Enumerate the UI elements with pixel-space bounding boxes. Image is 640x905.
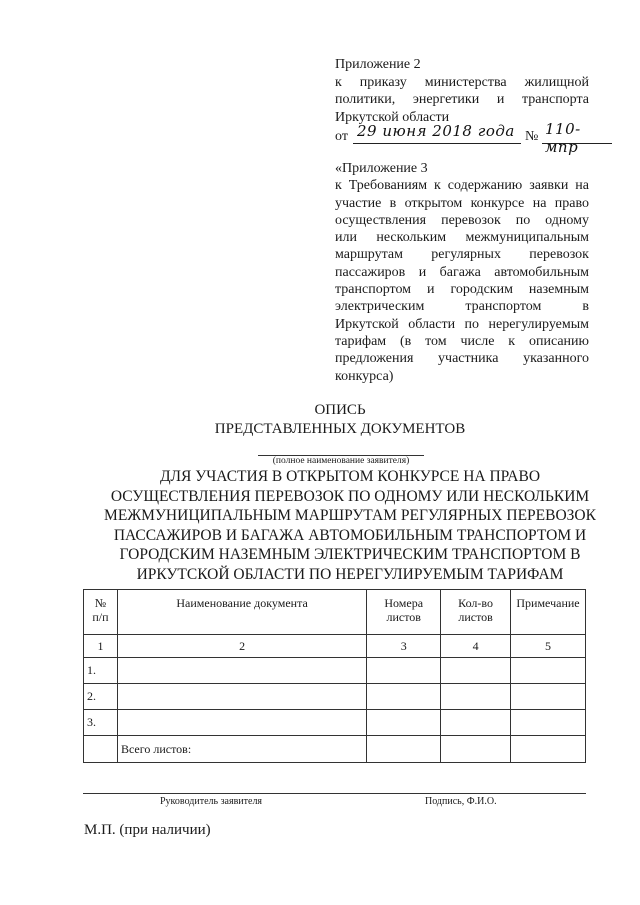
- column-number: 2: [117, 635, 366, 658]
- column-number: 1: [84, 635, 118, 658]
- appendix-3-line: или нескольким межмуниципальным: [335, 230, 589, 246]
- note-cell[interactable]: [511, 684, 586, 710]
- document-title: ОПИСЬ: [314, 402, 366, 418]
- appendix-3-line: маршрутам регулярных перевозок: [335, 247, 589, 263]
- column-number: 4: [441, 635, 511, 658]
- column-number: 3: [367, 635, 441, 658]
- document-subtitle: ПРЕДСТАВЛЕННЫХ ДОКУМЕНТОВ: [214, 421, 466, 437]
- documents-table: [83, 589, 586, 763]
- table-row: [84, 658, 586, 684]
- total-label: Всего листов:: [117, 736, 366, 763]
- header-num: [84, 590, 118, 635]
- stamp-placeholder: М.П. (при наличии): [84, 822, 211, 838]
- header-note: Примечание: [511, 590, 586, 635]
- appendix-3-line: предложения участника указанного: [335, 351, 589, 367]
- appendix-2-block: [335, 56, 589, 156]
- appendix-2-title: Приложение 2: [335, 57, 421, 72]
- total-blank-cell: [84, 736, 118, 763]
- table-row: [84, 710, 586, 736]
- appendix-2-line: к приказу министерства жилищной: [335, 74, 589, 90]
- from-label: от: [335, 129, 348, 144]
- appendix-2-line: Иркутской области: [335, 109, 450, 125]
- appendix-3-line: электрическим транспортом в: [335, 299, 589, 315]
- header-page-numbers: [367, 590, 441, 635]
- order-date-number-line: [335, 120, 589, 156]
- applicant-caption: (полное наименование заявителя): [272, 456, 410, 466]
- row-number: 1.: [84, 658, 118, 684]
- doc-name-cell[interactable]: [117, 710, 366, 736]
- signature-line: [83, 793, 586, 794]
- appendix-2-line: политики, энергетики и транспорта: [335, 92, 589, 107]
- handwritten-date: 29 июня 2018 года: [357, 122, 515, 140]
- total-row: [84, 736, 586, 763]
- heading-line: МЕЖМУНИЦИПАЛЬНЫМ МАРШРУТАМ РЕГУЛЯРНЫХ ПЕРЕВОЗОК: [104, 507, 596, 525]
- column-number: 5: [511, 635, 586, 658]
- appendix-3-line: транспортом и городским наземным: [335, 282, 589, 298]
- table-row: [84, 684, 586, 710]
- head-caption: Руководитель заявителя: [160, 796, 263, 807]
- handwritten-number: 110-мпр: [545, 120, 581, 156]
- page-count-cell[interactable]: [441, 710, 511, 736]
- table-header-row: [84, 590, 586, 635]
- appendix-3-title: «Приложение 3: [335, 161, 428, 176]
- note-cell[interactable]: [511, 710, 586, 736]
- total-pages-cell[interactable]: [367, 736, 441, 763]
- header-page-count: [441, 590, 511, 635]
- appendix-3-line: участие в открытом конкурсе на право: [335, 195, 589, 211]
- total-note-cell[interactable]: [511, 736, 586, 763]
- row-number: 3.: [84, 710, 118, 736]
- header-count-line: Кол-во: [458, 596, 493, 610]
- page-numbers-cell[interactable]: [367, 684, 441, 710]
- note-cell[interactable]: [511, 658, 586, 684]
- header-count-line: листов: [458, 610, 493, 624]
- appendix-3-line: тарифам (в том числе к описанию: [335, 333, 589, 349]
- page-count-cell[interactable]: [441, 684, 511, 710]
- signature-name-caption: Подпись, Ф.И.О.: [425, 796, 497, 807]
- appendix-3-line: к Требованиям к содержанию заявки на: [335, 178, 589, 194]
- heading-line: ПАССАЖИРОВ И БАГАЖА АВТОМОБИЛЬНЫМ ТРАНСПОРТОМ И: [113, 526, 587, 544]
- appendix-3-block: [335, 160, 589, 385]
- heading-line: ГОРОДСКИМ НАЗЕМНЫМ ЭЛЕКТРИЧЕСКИМ ТРАНСПОРТОМ В: [119, 546, 581, 564]
- header-num-line: п/п: [92, 610, 109, 624]
- page-numbers-cell[interactable]: [367, 658, 441, 684]
- appendix-3-line: Иркутской области по нерегулируемым: [335, 316, 589, 332]
- row-number: 2.: [84, 684, 118, 710]
- page-numbers-cell[interactable]: [367, 710, 441, 736]
- doc-name-cell[interactable]: [117, 658, 366, 684]
- heading-line: ОСУЩЕСТВЛЕНИЯ ПЕРЕВОЗОК ПО ОДНОМУ ИЛИ НЕСКОЛЬКИМ: [110, 487, 590, 505]
- number-label: №: [525, 129, 539, 144]
- appendix-3-line: осуществления перевозок по одному: [335, 212, 589, 228]
- header-num-line: №: [94, 596, 107, 610]
- header-doc-name: Наименование документа: [117, 590, 366, 635]
- heading-line: ИРКУТСКОЙ ОБЛАСТИ ПО НЕРЕГУЛИРУЕМЫМ ТАРИФАМ: [136, 565, 564, 583]
- doc-name-cell[interactable]: [117, 684, 366, 710]
- total-count-cell[interactable]: [441, 736, 511, 763]
- appendix-3-line: пассажиров и багажа автомобильным: [335, 264, 589, 280]
- purpose-heading: [70, 467, 630, 585]
- header-pages-line: листов: [386, 610, 421, 624]
- header-pages-line: Номера: [384, 596, 424, 610]
- page-count-cell[interactable]: [441, 658, 511, 684]
- appendix-3-line: конкурса): [335, 368, 394, 384]
- date-underline: [353, 143, 521, 144]
- column-number-row: [84, 635, 586, 658]
- heading-line: ДЛЯ УЧАСТИЯ В ОТКРЫТОМ КОНКУРСЕ НА ПРАВО: [159, 468, 541, 485]
